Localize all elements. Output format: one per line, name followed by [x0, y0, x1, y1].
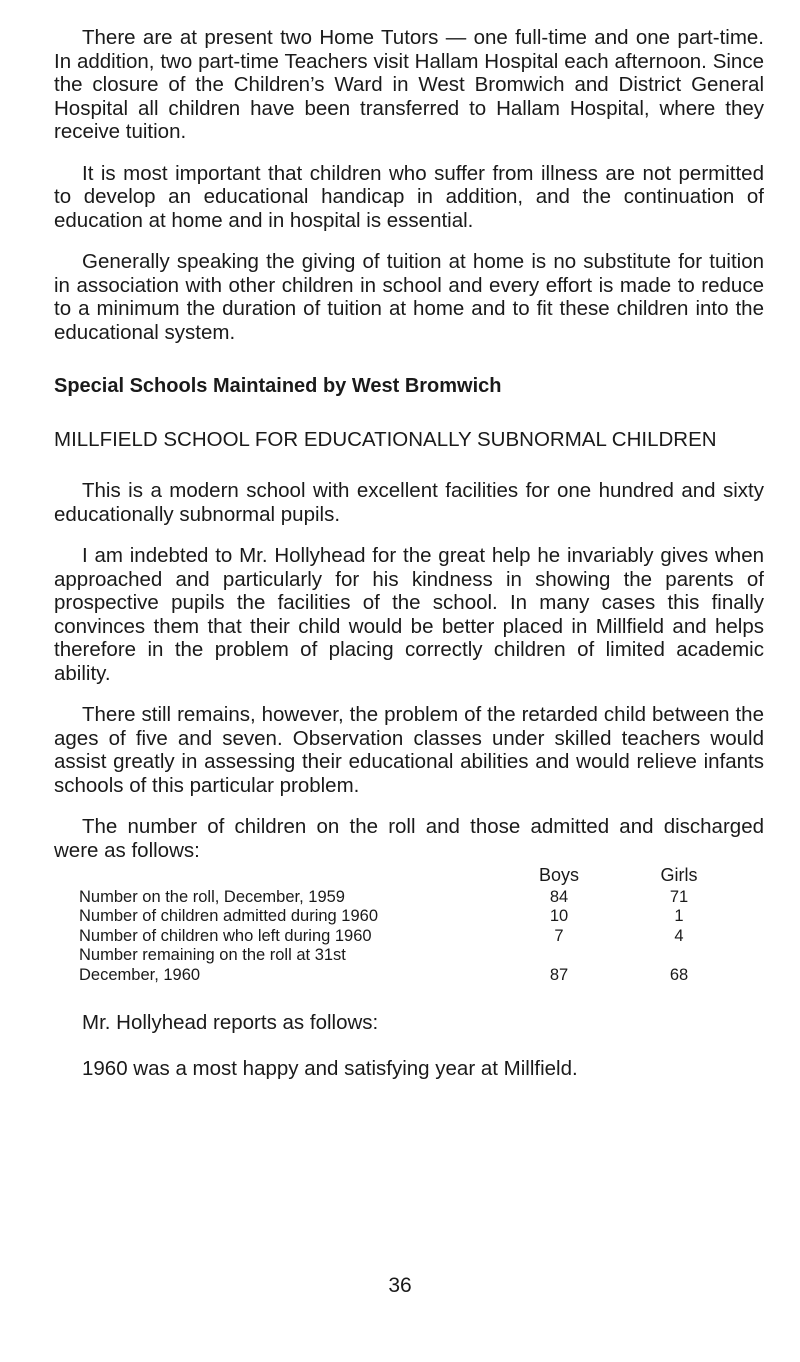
- school-subheading: MILLFIELD SCHOOL FOR EDUCATIONALLY SUBNORMAL CHILDREN: [54, 428, 717, 451]
- row-boys: 87: [549, 965, 569, 984]
- paragraph-happy-year: 1960 was a most happy and satisfying year at Millfield.: [82, 1056, 578, 1080]
- row-label: Number remaining on the roll at 31st: [79, 946, 346, 964]
- paragraph-reports: Mr. Hollyhead reports as follows:: [82, 1011, 379, 1034]
- row-girls: [619, 946, 739, 966]
- row-label: Number of children who left during 1960: [79, 926, 372, 945]
- row-label: December, 1960: [79, 965, 201, 984]
- page-number: 36: [388, 1274, 412, 1297]
- header-girls: Girls: [660, 865, 698, 885]
- document-page: [54, 26, 764, 1080]
- table-row: [79, 907, 739, 927]
- paragraph-importance: It is most important that children who suffer from illness are not permitted to develop an educational handicap in addition, and the continuation of education at home and in hospital is essential.: [54, 161, 764, 232]
- row-girls: 68: [669, 965, 689, 984]
- paragraph-retarded-child: There still remains, however, the problem of the retarded child between the ages of five and seven. Observation classes under skilled teachers would assist greatly in assessing their educational abilities and would relieve infants schools of this particular problem.: [54, 703, 764, 797]
- row-boys: [499, 946, 619, 966]
- paragraph-home-tutors: There are at present two Home Tutors — one full-time and one part-time. In addition, two part-time Teachers visit Hallam Hospital each afternoon. Since the closure of the Children’s Ward in West Bromwich and District General Hospital all children have been transferred to Hallam Hospital, where they receive tuition.: [54, 26, 764, 143]
- table-row: [79, 888, 739, 908]
- paragraph-modern-school: This is a modern school with excellent facilities for one hundred and sixty educationally subnormal pupils.: [54, 479, 764, 526]
- row-boys: 10: [549, 907, 569, 925]
- row-girls: 71: [669, 887, 689, 906]
- paragraph-substitute: Generally speaking the giving of tuition at home is no substitute for tuition in association with other children in school and every effort is made to reduce to a minimum the duration of tuition at home and to fit these children into the educational system.: [54, 250, 764, 344]
- roll-statistics-table: [79, 866, 739, 985]
- table-row: [79, 927, 739, 947]
- header-boys: Boys: [538, 865, 580, 885]
- row-label: Number of children admitted during 1960: [79, 907, 379, 925]
- row-girls: 4: [674, 926, 684, 945]
- section-heading: Special Schools Maintained by West Bromwich: [54, 375, 502, 397]
- row-boys: 84: [549, 887, 569, 906]
- row-boys: 7: [554, 926, 564, 945]
- paragraph-hollyhead: I am indebted to Mr. Hollyhead for the great help he invariably gives when approached and particularly for his kindness in showing the parents of prospective pupils the facilities of the school. In many cases this finally convinces them that their child would be better placed in Millfield and helps therefore in the problem of placing correctly children of limited academic ability.: [54, 544, 764, 685]
- paragraph-numbers-intro: The number of children on the roll and those admitted and discharged were as follows:: [54, 815, 764, 862]
- row-label: Number on the roll, December, 1959: [79, 887, 345, 906]
- row-girls: 1: [674, 907, 684, 925]
- table-header-row: [79, 866, 739, 888]
- table-row: [79, 946, 739, 966]
- table-row: [79, 966, 739, 986]
